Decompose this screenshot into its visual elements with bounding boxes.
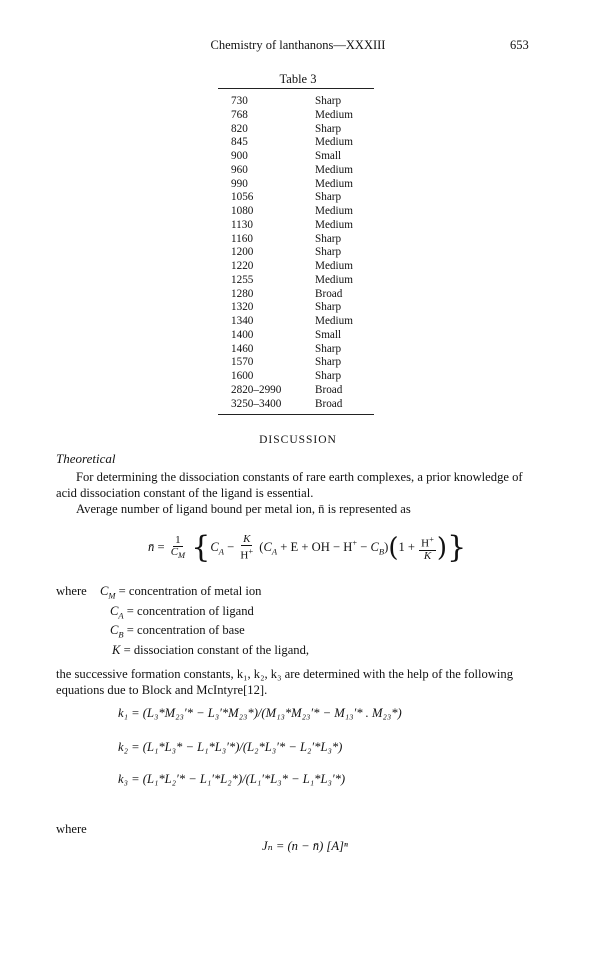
- table-caption: Table 3: [279, 72, 317, 86]
- intensity-cell: Sharp: [315, 301, 342, 314]
- intensity-cell: Sharp: [315, 122, 342, 135]
- table-row: [231, 164, 381, 178]
- intensity-cell: Small: [315, 150, 342, 162]
- intensity-cell: Medium: [315, 177, 353, 190]
- wavenumber-cell: 1600: [231, 370, 254, 382]
- intensity-cell: Broad: [315, 397, 343, 410]
- intensity-cell: Sharp: [315, 356, 342, 369]
- page-number: 653: [510, 38, 529, 52]
- table-row: [231, 315, 381, 329]
- definition-cm: $C_M$ = concentration of metal ion: [100, 584, 262, 601]
- table-row: [231, 123, 381, 137]
- table-row: [231, 233, 381, 247]
- table-row: [231, 384, 381, 398]
- paragraph-formation-constants: the successive formation constants, k₁, k₂, k₃ are determined with the help of the following equations due to Block and McIntyre[12].: [56, 667, 513, 697]
- subsection-heading: Theoretical: [56, 451, 116, 466]
- table-row: [231, 150, 381, 164]
- wavenumber-cell: 1460: [231, 342, 254, 355]
- table-body: [231, 95, 381, 411]
- table-row: [231, 136, 381, 150]
- intensity-cell: Medium: [315, 163, 353, 176]
- wavenumber-cell: 1200: [231, 246, 254, 259]
- intensity-cell: Medium: [315, 205, 353, 217]
- definition-ca: $C_A$ = concentration of ligand: [110, 603, 254, 621]
- paragraph-intro: For determining the dissociation constants of rare earth complexes, a prior knowledge of acid dissociation constant of the ligand is essential.: [56, 470, 523, 500]
- equation-jn: Jₙ = (n − n̄) [A]ⁿ: [262, 839, 348, 853]
- wavenumber-cell: 1340: [231, 315, 254, 327]
- wavenumber-cell: 960: [231, 163, 248, 176]
- intensity-cell: Sharp: [315, 232, 342, 245]
- table-row: [231, 398, 381, 412]
- intensity-cell: Medium: [315, 273, 353, 286]
- equation-k2: k₂ = (L₁*L₃* − L₁*L₃′*)/(L₂*L₃′* − L₂′*L₃*): [118, 740, 343, 754]
- equation-k3: k₃ = (L₁*L₂′* − L₁′*L₂*)/(L₁′*L₃* − L₁*L₃′*): [118, 772, 346, 786]
- intensity-cell: Sharp: [315, 191, 342, 204]
- wavenumber-cell: 820: [231, 122, 248, 135]
- running-title: Chemistry of lanthanons—XXXIII: [210, 38, 386, 52]
- intensity-cell: Medium: [315, 315, 353, 327]
- table-row: [231, 219, 381, 233]
- equation-k1: k₁ = (L₃*M₂₃′* − L₃′*M₂₃*)/(M₁₃*M₂₃′* − M₁₃′* . M₂₃*): [118, 706, 402, 720]
- wavenumber-cell: 1255: [231, 273, 254, 286]
- intensity-cell: Sharp: [315, 342, 342, 355]
- table-row: [231, 370, 381, 384]
- wavenumber-cell: 2820–2990: [231, 383, 282, 396]
- definition-cb: $C_B$ = concentration of base: [110, 623, 245, 640]
- table-row: [231, 356, 381, 370]
- wavenumber-cell: 1056: [231, 191, 254, 204]
- wavenumber-cell: 1320: [231, 301, 254, 314]
- table-row: [231, 95, 381, 109]
- wavenumber-cell: 730: [231, 95, 248, 107]
- intensity-cell: Broad: [315, 383, 343, 396]
- table-bottom-rule: [218, 414, 374, 415]
- wavenumber-cell: 845: [231, 136, 248, 149]
- equation-n-bar: n̄ = $\frac{1}{C_M}$ {$C_A$ − $\frac{K}{H^+}$ ($C_A + E$ + OH − $H^+ - C_B)(1$ + $\frac{H^+}{K}$ )}: [148, 530, 467, 565]
- wavenumber-cell: 1280: [231, 287, 254, 300]
- wavenumber-cell: 768: [231, 108, 248, 121]
- table-row: [231, 205, 381, 219]
- paragraph-average-ligand: Average number of ligand bound per metal ion, n̄ is represented as: [76, 502, 411, 516]
- intensity-cell: Medium: [315, 218, 353, 231]
- table-row: [231, 109, 381, 123]
- table-row: [231, 191, 381, 205]
- wavenumber-cell: 990: [231, 177, 248, 190]
- table-row: [231, 329, 381, 343]
- wavenumber-cell: 1220: [231, 260, 254, 272]
- definition-k: K = dissociation constant of the ligand,: [112, 642, 310, 657]
- table-top-rule: [218, 88, 374, 89]
- intensity-cell: Sharp: [315, 370, 342, 382]
- table-row: [231, 301, 381, 315]
- intensity-cell: Small: [315, 328, 342, 341]
- wavenumber-cell: 1080: [231, 205, 254, 217]
- intensity-cell: Medium: [315, 108, 353, 121]
- intensity-cell: Sharp: [315, 246, 342, 259]
- wavenumber-cell: 1160: [231, 232, 253, 245]
- table-row: [231, 288, 381, 302]
- section-heading: DISCUSSION: [259, 434, 337, 446]
- intensity-cell: Broad: [315, 287, 343, 300]
- where-label: where: [56, 584, 87, 598]
- table-row: [231, 260, 381, 274]
- definitions-list: [100, 584, 309, 658]
- wavenumber-cell: 900: [231, 150, 248, 162]
- table-row: [231, 246, 381, 260]
- table-row: [231, 274, 381, 288]
- table-row: [231, 178, 381, 192]
- wavenumber-cell: 1400: [231, 328, 254, 341]
- where-label-final: where: [56, 822, 87, 836]
- intensity-cell: Sharp: [315, 95, 342, 107]
- intensity-cell: Medium: [315, 260, 353, 272]
- wavenumber-cell: 1570: [231, 356, 254, 369]
- table-row: [231, 343, 381, 357]
- wavenumber-cell: 1130: [231, 218, 253, 231]
- wavenumber-cell: 3250–3400: [231, 397, 282, 410]
- intensity-cell: Medium: [315, 136, 353, 149]
